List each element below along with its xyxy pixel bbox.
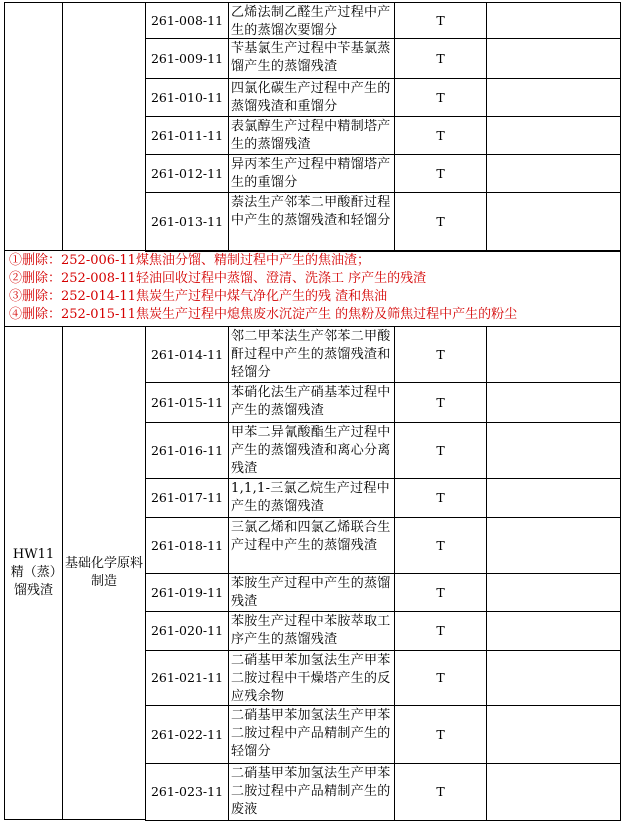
deletion-note: ④删除：252-015-11焦炭生产过程中熄焦废水沉淀产生 的焦粉及筛焦过程中产生的粉尘 xyxy=(9,307,518,322)
deletion-note: ②删除：252-008-11轻油回收过程中蒸馏、澄清、洗涤工 序产生的残渣 xyxy=(9,271,427,286)
waste-code-cell: 261-013-11 xyxy=(145,192,229,252)
description-cell: 萘法生产邻苯二甲酸酐过程中产生的蒸馏残渣和轻馏分 xyxy=(228,192,395,252)
waste-category-cell xyxy=(4,326,63,820)
hazard-flag-cell: T xyxy=(394,78,487,117)
category-cell-top xyxy=(4,2,63,251)
description-cell: 苄基氯生产过程中苄基氯蒸馏产生的蒸馏残渣 xyxy=(228,38,395,79)
description-cell: 三氯乙烯和四氯乙烯联合生产过程中产生的蒸馏残渣 xyxy=(228,517,395,574)
blank-cell xyxy=(486,382,621,423)
industry-cell-top xyxy=(62,2,146,251)
hazard-flag-cell: T xyxy=(394,422,487,479)
description-cell: 二硝基甲苯加氢法生产甲苯二胺过程中产品精制产生的轻馏分 xyxy=(228,705,395,764)
blank-cell xyxy=(486,326,621,383)
waste-code-cell: 261-020-11 xyxy=(145,611,229,651)
waste-code-cell: 261-015-11 xyxy=(145,382,229,423)
description-cell: 邻二甲苯法生产邻苯二甲酸酐过程中产生的蒸馏残渣和轻馏分 xyxy=(228,326,395,383)
hazard-flag-cell: T xyxy=(394,154,487,193)
deletion-note: ③删除：252-014-11焦炭生产过程中煤气净化产生的残 渣和焦油 xyxy=(9,289,388,304)
hazard-flag-cell: T xyxy=(394,192,487,252)
waste-code-cell: 261-018-11 xyxy=(145,517,229,574)
waste-category-label: HW11 精（蒸）馏残渣 xyxy=(10,547,57,598)
description-cell: 苯胺生产过程中苯胺萃取工序产生的蒸馏残渣 xyxy=(228,611,395,651)
description-cell: 甲苯二异氰酸酯生产过程中产生的蒸馏残渣和离心分离残渣 xyxy=(228,422,395,479)
hazard-flag-cell: T xyxy=(394,763,487,821)
waste-code-cell: 261-023-11 xyxy=(145,763,229,821)
blank-cell xyxy=(486,650,621,706)
deletion-notes xyxy=(4,250,621,327)
blank-cell xyxy=(486,478,621,518)
description-cell: 二硝基甲苯加氢法生产甲苯二胺过程中产品精制产生的废液 xyxy=(228,763,395,821)
description-cell: 表氯醇生产过程中精制塔产生的蒸馏残渣 xyxy=(228,116,395,155)
blank-cell xyxy=(486,116,621,155)
waste-code-cell: 261-008-11 xyxy=(145,2,229,39)
hazard-flag-cell: T xyxy=(394,650,487,706)
hazard-flag-cell: T xyxy=(394,611,487,651)
description-cell: 苯硝化法生产硝基苯过程中产生的蒸馏残渣 xyxy=(228,382,395,423)
description-cell: 异丙苯生产过程中精馏塔产生的重馏分 xyxy=(228,154,395,193)
waste-code-cell: 261-016-11 xyxy=(145,422,229,479)
blank-cell xyxy=(486,154,621,193)
description-cell: 苯胺生产过程中产生的蒸馏残渣 xyxy=(228,573,395,612)
description-cell: 1,1,1-三氯乙烷生产过程中产生的蒸馏残渣 xyxy=(228,478,395,518)
description-cell: 四氯化碳生产过程中产生的蒸馏残渣和重馏分 xyxy=(228,78,395,117)
hazard-flag-cell: T xyxy=(394,517,487,574)
hazard-flag-cell: T xyxy=(394,326,487,383)
waste-code-cell: 261-014-11 xyxy=(145,326,229,383)
blank-cell xyxy=(486,422,621,479)
blank-cell xyxy=(486,763,621,821)
hazard-flag-cell: T xyxy=(394,2,487,39)
blank-cell xyxy=(486,78,621,117)
industry-cell xyxy=(62,326,146,820)
hazard-flag-cell: T xyxy=(394,38,487,79)
hazard-flag-cell: T xyxy=(394,573,487,612)
waste-code-cell: 261-021-11 xyxy=(145,650,229,706)
waste-code-cell: 261-009-11 xyxy=(145,38,229,79)
industry-label: 基础化学原料制造 xyxy=(65,556,144,589)
blank-cell xyxy=(486,517,621,574)
waste-code-cell: 261-019-11 xyxy=(145,573,229,612)
blank-cell xyxy=(486,38,621,79)
description-cell: 二硝基甲苯加氢法生产甲苯二胺过程中干燥塔产生的反应残余物 xyxy=(228,650,395,706)
blank-cell xyxy=(486,573,621,612)
blank-cell xyxy=(486,192,621,252)
hazard-flag-cell: T xyxy=(394,705,487,764)
waste-code-cell: 261-012-11 xyxy=(145,154,229,193)
deletion-note: ①删除：252-006-11煤焦油分馏、精制过程中产生的焦油渣； xyxy=(9,253,370,268)
hazard-flag-cell: T xyxy=(394,478,487,518)
waste-code-cell: 261-010-11 xyxy=(145,78,229,117)
waste-code-cell: 261-011-11 xyxy=(145,116,229,155)
hazard-flag-cell: T xyxy=(394,382,487,423)
hazard-flag-cell: T xyxy=(394,116,487,155)
waste-code-cell: 261-017-11 xyxy=(145,478,229,518)
description-cell: 乙烯法制乙醛生产过程中产生的蒸馏次要馏分 xyxy=(228,2,395,39)
blank-cell xyxy=(486,2,621,39)
blank-cell xyxy=(486,705,621,764)
waste-code-cell: 261-022-11 xyxy=(145,705,229,764)
blank-cell xyxy=(486,611,621,651)
